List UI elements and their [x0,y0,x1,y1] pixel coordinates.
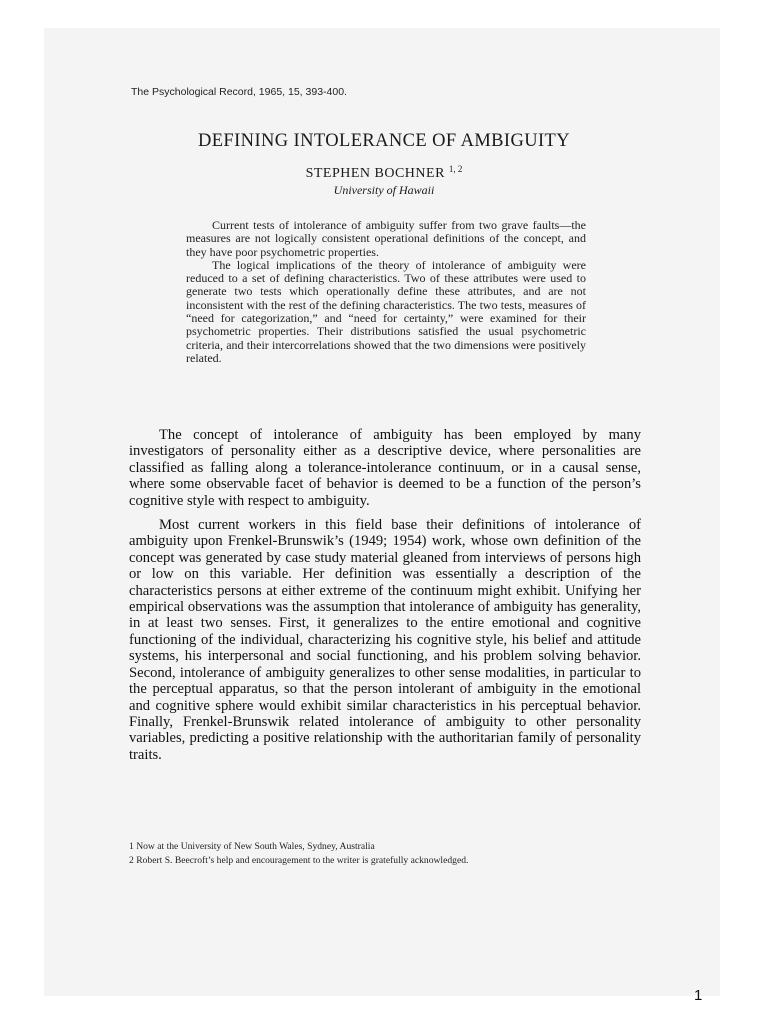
author-name: STEPHEN BOCHNER [305,166,445,181]
paper-title: DEFINING INTOLERANCE OF AMBIGUITY [197,131,571,151]
footnote: 1 Now at the University of New South Wales, Sydney, Australia [129,841,375,852]
body-paragraph: Most current workers in this field base their definitions of intolerance of ambiguity upon Frenkel-Brunswik’s (1949; 1954) work, whose own definition of the concept was generated by case study material gleaned from interviews of persons high or low on this variable. Her definition was essentially a description of the characteristics persons at either extreme of the continuum might exhibit. Unifying her empirical observations was the assumption that intolerance of ambiguity has generality, in at least two senses. First, it generalizes to the entire emotional and cognitive functioning of the individual, characterizing his cognitive style, his belief and attitude systems, his interpersonal and social functioning, and his problem solving behavior. Second, intolerance of ambiguity generalizes to other sense modalities, in particular to the perceptual apparatus, so that the person intolerant of ambiguity in the emotional and cognitive sphere would exhibit similar characteristics in his perceptual behavior. Finally, Frenkel-Brunswik related intolerance of ambiguity to other personality variables, predicting a positive relationship with the authoritarian family of personality traits. [129,517,641,763]
footnote: 2 Robert S. Beecroft’s help and encouragement to the writer is gratefully acknowledged. [129,855,469,866]
abstract-paragraph: Current tests of intolerance of ambiguity suffer from two grave faults—the measures are not logically consistent operational definitions of the concept, and they have poor psychometric properties. [186,218,586,259]
author-footnote-marks: 1, 2 [448,164,463,174]
journal-reference: The Psychological Record, 1965, 15, 393-400. [131,86,347,98]
body-text [129,427,641,771]
body-paragraph: The concept of intolerance of ambiguity has been employed by many investigators of personality either as a descriptive device, where personalities are classified as falling along a tolerance-intolerance continuum, or in a causal sense, where some observable facet of behavior is deemed to be a function of the person’s cognitive style with respect to ambiguity. [129,427,641,509]
abstract [186,219,586,365]
footnotes [129,840,641,868]
page-number: 1 [694,987,703,1004]
abstract-paragraph: The logical implications of the theory of intolerance of ambiguity were reduced to a set of defining characteristics. Two of these attributes were used to generate two tests which operationally define these attributes, and are not inconsistent with the rest of the defining characteristics. The two tests, measures of “need for categorization,” and “need for certainty,” were examined for their psychometric properties. Their distributions satisfied the usual psychometric criteria, and their intercorrelations showed that the two dimensions were positively related. [186,257,586,365]
author-line [0,164,768,182]
author-affiliation: University of Hawaii [333,183,435,197]
